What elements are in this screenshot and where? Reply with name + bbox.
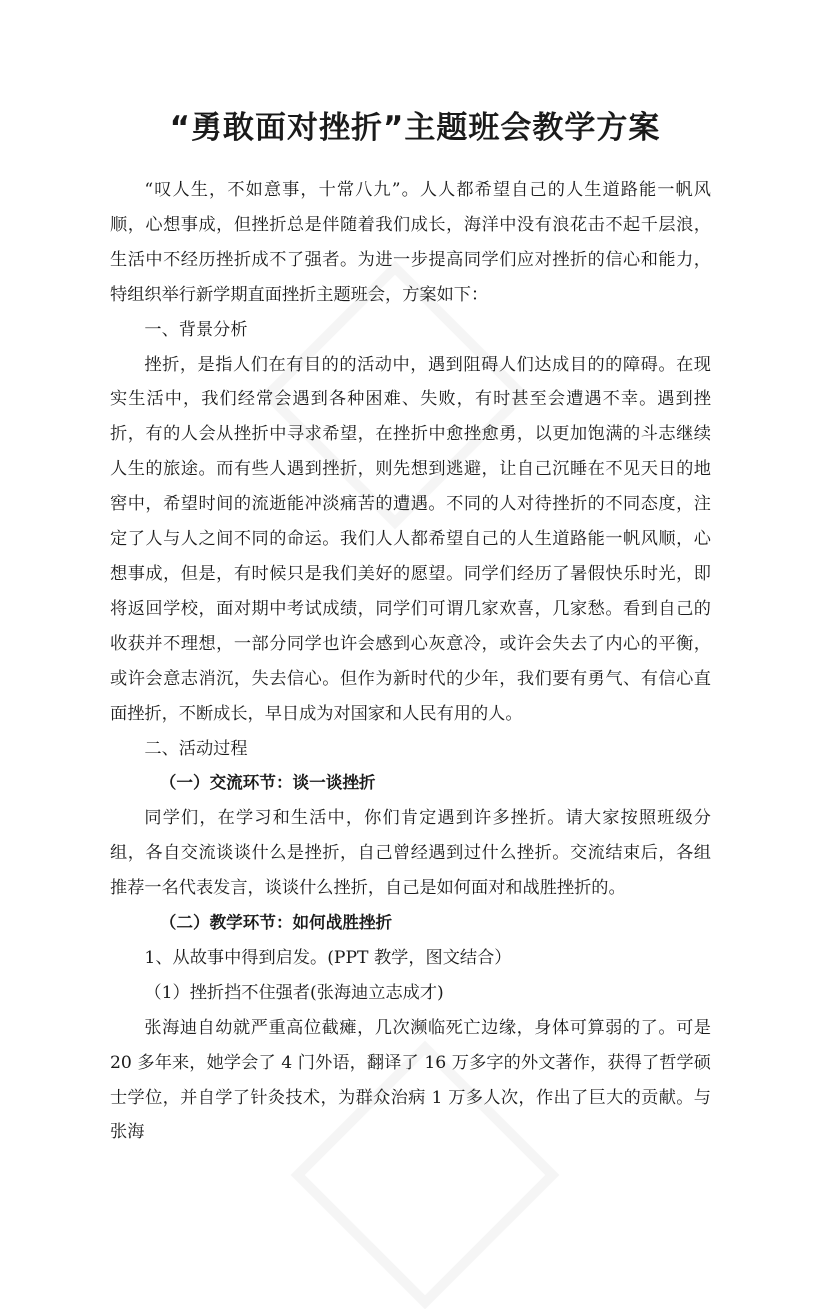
subheading-exchange: （一）交流环节：谈一谈挫折: [159, 773, 376, 793]
section-heading-process: 二、活动过程: [144, 738, 248, 759]
teaching-subitem-1: （1）挫折挡不住强者(张海迪立志成才): [144, 982, 444, 1003]
section-heading-background: 一、背景分析: [144, 319, 248, 340]
document-title: “勇敢面对挫折”主题班会教学方案: [169, 110, 661, 146]
subheading-teaching: （二）教学环节：如何战胜挫折: [159, 913, 393, 933]
background-paragraph: 挫折，是指人们在有目的的活动中，遇到阻碍人们达成目的的障碍。在现实生活中，我们经常会遇到各种困难、失败，有时甚至会遭遇不幸。遇到挫折，有的人会从挫折中寻求希望，在挫折中愈挫愈勇，以更加饱满的斗志继续人生的旅途。而有些人遇到挫折，则先想到逃避，让自己沉睡在不见天日的地窖中，希望时间的流逝能冲淡痛苦的遭遇。不同的人对待挫折的不同态度，注定了人与人之间不同的命运。我们人人都希望自己的人生道路能一帆风顺，心想事成，但是，有时候只是我们美好的愿望。同学们经历了暑假快乐时光，即将返回学校，面对期中考试成绩，同学们可谓几家欢喜，几家愁。看到自己的收获并不理想，一部分同学也许会感到心灰意冷，或许会失去了内心的平衡，或许会意志消沉，失去信心。但作为新时代的少年，我们要有勇气、有信心直面挫折，不断成长，早日成为对国家和人民有用的人。: [110, 354, 711, 724]
document-body: [110, 173, 711, 1150]
intro-paragraph: “叹人生，不如意事，十常八九”。人人都希望自己的人生道路能一帆风顺，心想事成，但挫折总是伴随着我们成长，海洋中没有浪花击不起千层浪，生活中不经历挫折成不了强者。为进一步提高同学们应对挫折的信心和能力，特组织举行新学期直面挫折主题班会，方案如下：: [110, 180, 711, 305]
exchange-paragraph: 同学们，在学习和生活中，你们肯定遇到许多挫折。请大家按照班级分组，各自交流谈谈什么是挫折，自己曾经遇到过什么挫折。交流结束后，各组推荐一名代表发言，谈谈什么挫折，自己是如何面对和战胜挫折的。: [110, 808, 711, 899]
story-paragraph: 张海迪自幼就严重高位截瘫，几次濒临死亡边缘，身体可算弱的了。可是 20 多年来，她学会了 4 门外语，翻译了 16 万多字的外文著作，获得了哲学硕士学位，并自学了针灸技术，为群众治病 1 万多人次，作出了巨大的贡献。与张海: [110, 1017, 711, 1143]
teaching-item-1: 1、从故事中得到启发。(PPT 教学，图文结合）: [144, 947, 512, 968]
